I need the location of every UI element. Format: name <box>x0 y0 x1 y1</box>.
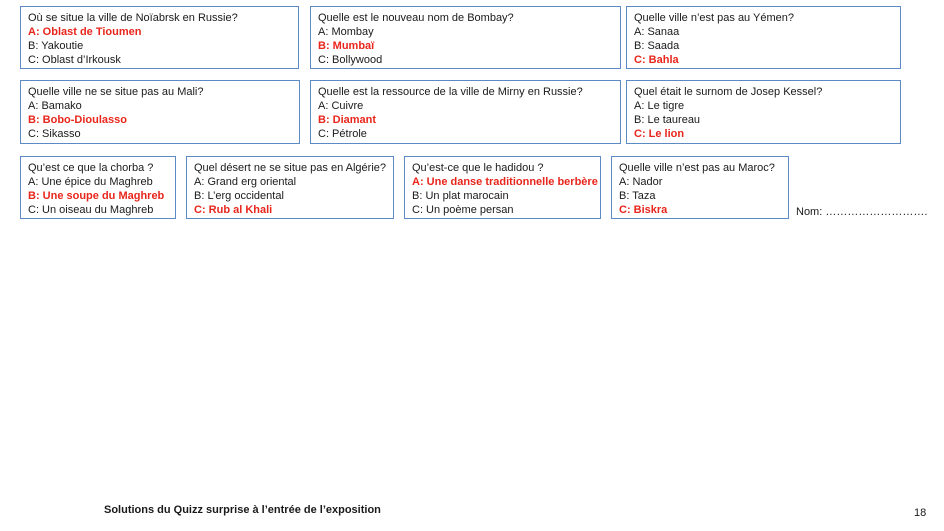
answer-a: A: Une épice du Maghreb <box>28 176 153 188</box>
quiz-card <box>626 6 901 69</box>
answer-c: C: Oblast d’Irkousk <box>28 54 121 66</box>
question-text: Qu’est ce que la chorba ? <box>28 162 154 174</box>
answer-c: C: Un oiseau du Maghreb <box>28 204 154 216</box>
answer-b: B: Une soupe du Maghreb <box>28 190 165 202</box>
question-text: Quelle ville n’est pas au Maroc? <box>619 162 775 174</box>
answer-c: C: Pétrole <box>318 128 367 140</box>
answer-a: A: Grand erg oriental <box>194 176 297 188</box>
answer-b: B: Bobo-Dioulasso <box>28 114 127 126</box>
answer-b: B: Taza <box>619 190 656 202</box>
answer-b: B: L’erg occidental <box>194 190 284 202</box>
quiz-card <box>611 156 789 219</box>
question-text: Quel désert ne se situe pas en Algérie? <box>194 162 387 174</box>
answer-a: A: Le tigre <box>634 100 685 112</box>
quiz-card <box>20 6 299 69</box>
question-text: Quelle ville n’est pas au Yémen? <box>634 12 795 24</box>
answer-a: A: Bamako <box>28 100 82 112</box>
quiz-card <box>310 6 621 69</box>
answer-c: C: Un poème persan <box>412 204 514 216</box>
answer-a: A: Sanaa <box>634 26 680 38</box>
footer-title: Solutions du Quizz surprise à l’entrée de l’exposition <box>104 504 381 516</box>
question-text: Quelle ville ne se situe pas au Mali? <box>28 86 204 98</box>
answer-a: A: Une danse traditionnelle berbère <box>412 176 598 188</box>
question-text: Quel était le surnom de Josep Kessel? <box>634 86 823 98</box>
answer-b: B: Mumbaï <box>318 40 375 52</box>
answer-c: C: Rub al Khali <box>194 204 273 216</box>
quiz-card <box>404 156 601 219</box>
answer-b: B: Saada <box>634 40 680 52</box>
answer-c: C: Bahla <box>634 54 679 66</box>
answer-c: C: Sikasso <box>28 128 81 140</box>
quiz-card <box>20 80 300 144</box>
quiz-card <box>626 80 901 144</box>
answer-c: C: Bollywood <box>318 54 383 66</box>
page-number: 18 <box>914 507 927 519</box>
question-text: Quelle est le nouveau nom de Bombay? <box>318 12 514 24</box>
answer-b: B: Le taureau <box>634 114 701 126</box>
answer-a: A: Oblast de Tioumen <box>28 26 142 38</box>
answer-a: A: Mombay <box>318 26 374 38</box>
quiz-card <box>186 156 394 219</box>
name-field-label: Nom: ………………………. <box>796 206 928 218</box>
answer-a: A: Nador <box>619 176 663 188</box>
answer-b: B: Un plat marocain <box>412 190 509 202</box>
quiz-card <box>310 80 621 144</box>
answer-c: C: Le lion <box>634 128 685 140</box>
quiz-card <box>20 156 176 219</box>
answer-a: A: Cuivre <box>318 100 364 112</box>
answer-b: B: Yakoutie <box>28 40 84 52</box>
answer-c: C: Biskra <box>619 204 668 216</box>
answer-b: B: Diamant <box>318 114 377 126</box>
question-text: Quelle est la ressource de la ville de Mirny en Russie? <box>318 86 583 98</box>
question-text: Où se situe la ville de Noïabrsk en Russie? <box>28 12 238 24</box>
question-text: Qu’est-ce que le hadidou ? <box>412 162 544 174</box>
